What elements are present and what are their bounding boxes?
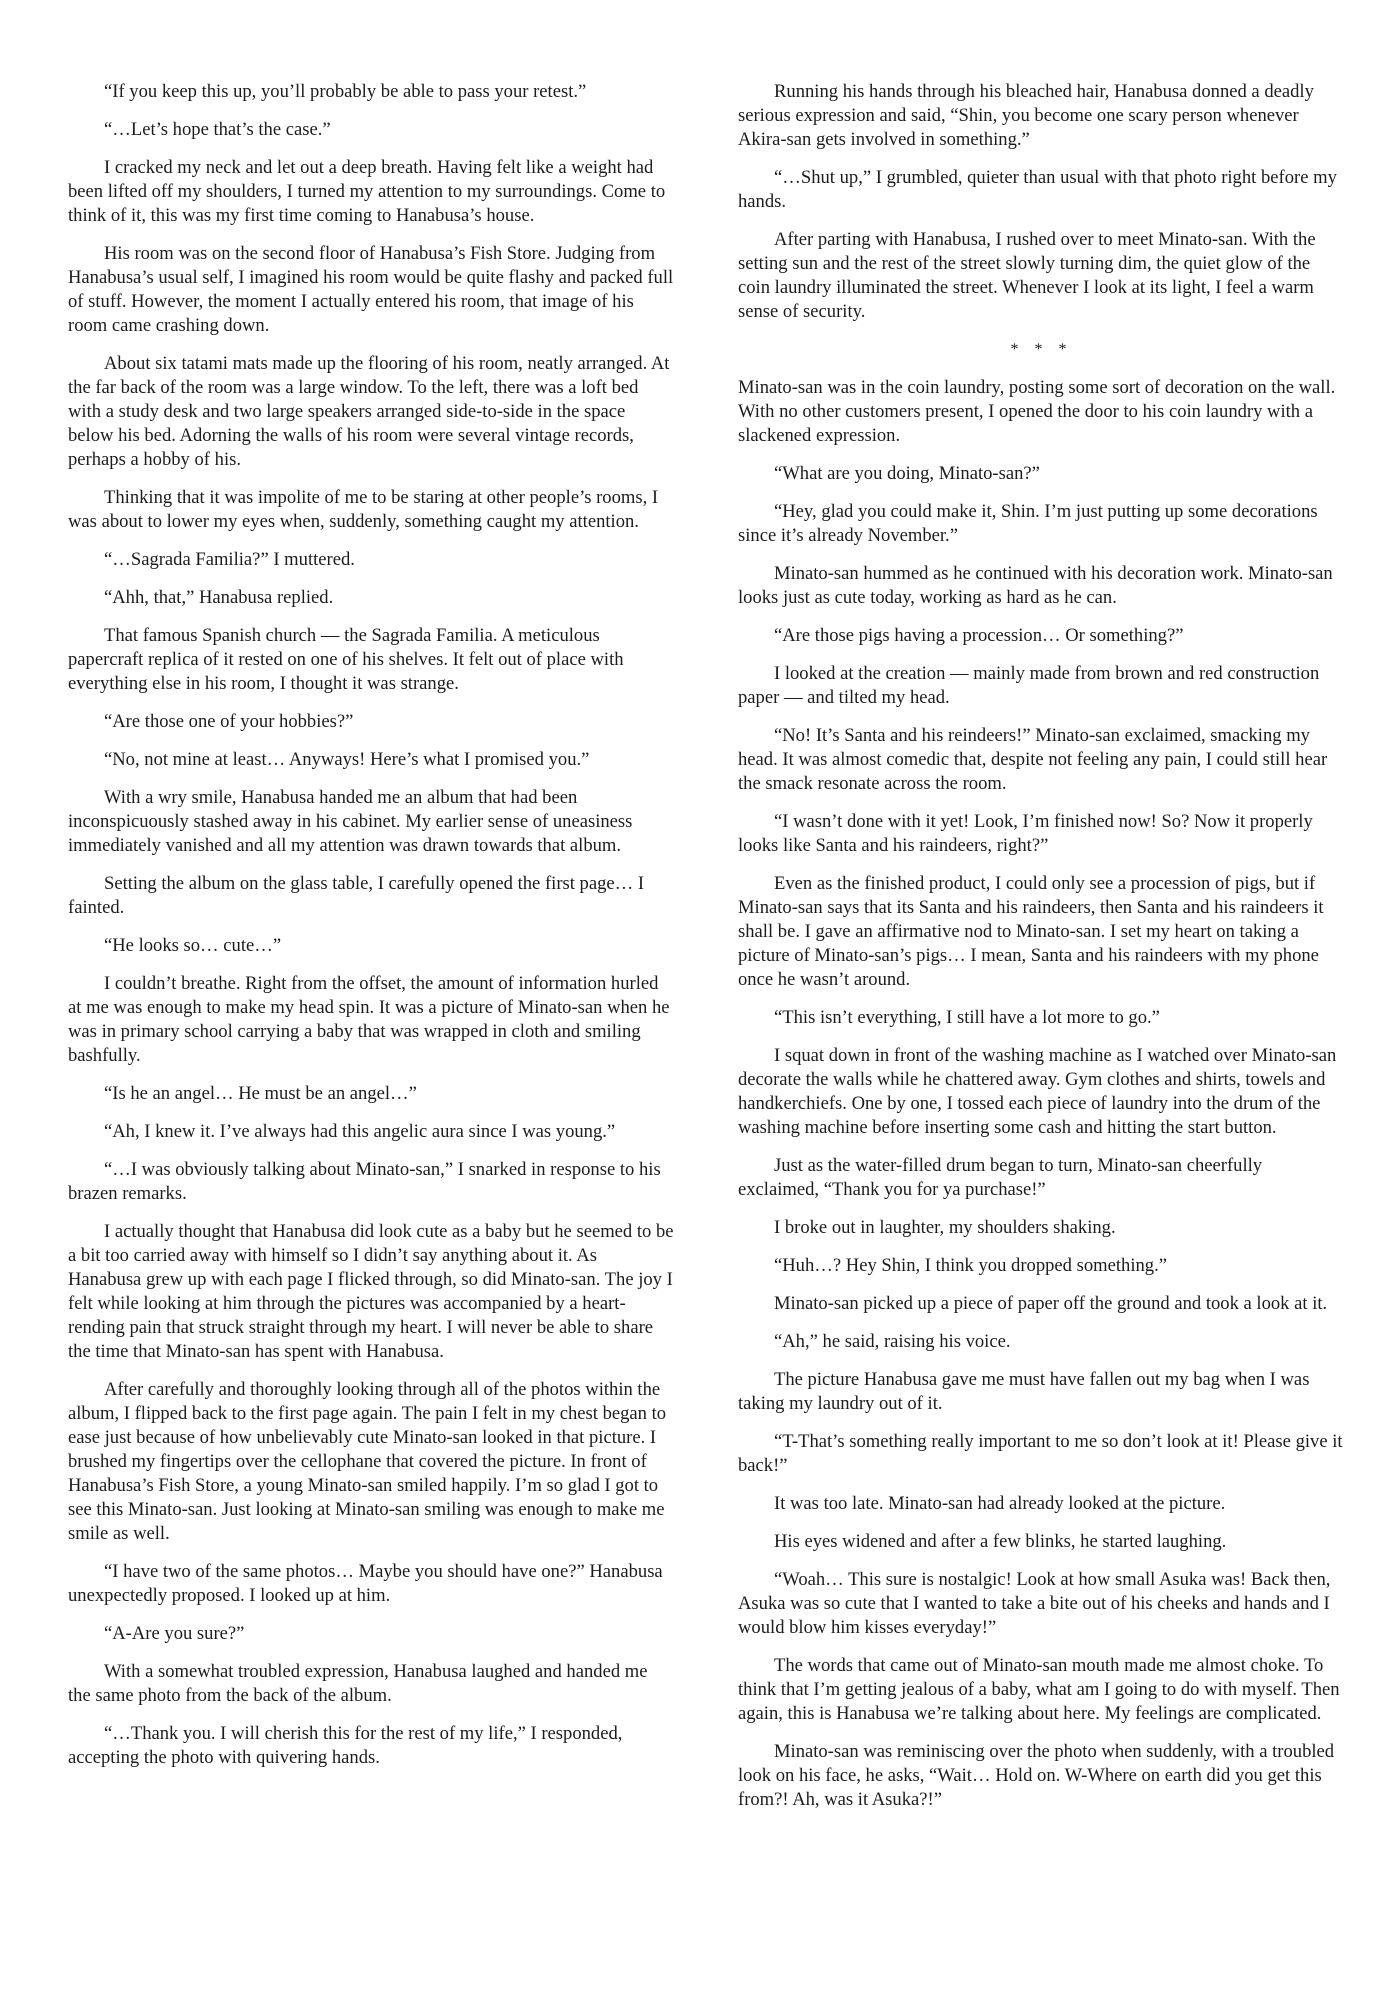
paragraph: “This isn’t everything, I still have a lot more to go.” <box>774 1007 1160 1028</box>
paragraph: Minato-san picked up a piece of paper off the ground and took a look at it. <box>774 1293 1328 1314</box>
paragraph: “Woah… This sure is nostalgic! Look at how small Asuka was! Back then, Asuka was so cute that I wanted to take a bite out of his cheeks and hands and I would blow him kisses everyday!” <box>738 1569 1331 1638</box>
paragraph: With a somewhat troubled expression, Hanabusa laughed and handed me the same photo from the back of the album. <box>68 1661 648 1706</box>
paragraph: “T-That’s something really important to me so don’t look at it! Please give it back!” <box>738 1431 1343 1476</box>
paragraph: Thinking that it was impolite of me to be staring at other people’s rooms, I was about to lower my eyes when, suddenly, something caught my attention. <box>68 487 659 532</box>
paragraph: I cracked my neck and let out a deep breath. Having felt like a weight had been lifted off my shoulders, I turned my attention to my surroundings. Come to think of it, this was my first time coming to Hanabusa’s house. <box>68 157 666 226</box>
paragraph: “…Let’s hope that’s the case.” <box>104 119 331 140</box>
paragraph: “…Thank you. I will cherish this for the rest of my life,” I responded, accepting the photo with quivering hands. <box>68 1723 623 1768</box>
paragraph: Minato-san hummed as he continued with his decoration work. Minato-san looks just as cute today, working as hard as he can. <box>738 563 1333 608</box>
scene-break: * * * <box>1010 341 1073 358</box>
paragraph: I actually thought that Hanabusa did look cute as a baby but he seemed to be a bit too carried away with himself so I didn’t say anything about it. As Hanabusa grew up with each page I flicked through, so did Minato-san. The joy I felt while looking at him through the pictures was accompanied by a heart-rending pain that struck straight through my heart. I will never be able to share the time that Minato-san has spent with Hanabusa. <box>68 1221 674 1362</box>
paragraph: “No, not mine at least… Anyways! Here’s what I promised you.” <box>104 749 590 770</box>
paragraph: Just as the water-filled drum began to turn, Minato-san cheerfully exclaimed, “Thank you for ya purchase!” <box>738 1155 1263 1200</box>
paragraph: The picture Hanabusa gave me must have fallen out my bag when I was taking my laundry out of it. <box>738 1369 1310 1414</box>
paragraph: “…Shut up,” I grumbled, quieter than usual with that photo right before my hands. <box>738 167 1337 212</box>
paragraph: “…I was obviously talking about Minato-san,” I snarked in response to his brazen remarks. <box>68 1159 661 1204</box>
paragraph: The words that came out of Minato-san mouth made me almost choke. To think that I’m getting jealous of a baby, what am I going to do with myself. Then again, this is Hanabusa we’re talking about here. My feelings are complicated. <box>738 1655 1340 1724</box>
paragraph: It was too late. Minato-san had already looked at the picture. <box>774 1493 1226 1514</box>
paragraph: After carefully and thoroughly looking through all of the photos within the album, I flipped back to the first page again. The pain I felt in my chest began to ease just because of how unbelievably cute Minato-san looked in that picture. I brushed my fingertips over the cellophane that covered the picture. In front of Hanabusa’s Fish Store, a young Minato-san smiled happily. I’m so glad I got to see this Minato-san. Just looking at Minato-san smiling was enough to make me smile as well. <box>68 1379 667 1544</box>
paragraph: I couldn’t breathe. Right from the offset, the amount of information hurled at me was enough to make my head spin. It was a picture of Minato-san when he was in primary school carrying a baby that was wrapped in cloth and smiling bashfully. <box>68 973 670 1066</box>
paragraph: “Ahh, that,” Hanabusa replied. <box>104 587 334 608</box>
paragraph: About six tatami mats made up the flooring of his room, neatly arranged. At the far back of the room was a large window. To the left, there was a loft bed with a study desk and two large speakers arranged side-to-side in the space below his bed. Adorning the walls of his room were several vintage records, perhaps a hobby of his. <box>68 353 670 470</box>
paragraph: I looked at the creation — mainly made from brown and red construction paper — and tilted my head. <box>738 663 1320 708</box>
paragraph: “Hey, glad you could make it, Shin. I’m just putting up some decorations since it’s already November.” <box>738 501 1318 546</box>
paragraph: “Ah, I knew it. I’ve always had this angelic aura since I was young.” <box>104 1121 616 1142</box>
paragraph: “I have two of the same photos… Maybe you should have one?” Hanabusa unexpectedly proposed. I looked up at him. <box>68 1561 663 1606</box>
paragraph: His eyes widened and after a few blinks, he started laughing. <box>774 1531 1227 1552</box>
paragraph: “I wasn’t done with it yet! Look, I’m finished now! So? Now it properly looks like Santa and his raindeers, right?” <box>738 811 1313 856</box>
paragraph: “Huh…? Hey Shin, I think you dropped something.” <box>774 1255 1167 1276</box>
paragraph: “What are you doing, Minato-san?” <box>774 463 1040 484</box>
paragraph: “A-Are you sure?” <box>104 1623 245 1644</box>
paragraph: I squat down in front of the washing machine as I watched over Minato-san decorate the walls while he chattered away. Gym clothes and shirts, towels and handkerchiefs. One by one, I tossed each piece of laundry into the drum of the washing machine before inserting some cash and hitting the start button. <box>738 1045 1337 1138</box>
paragraph: Minato-san was in the coin laundry, posting some sort of decoration on the wall. With no other customers present, I opened the door to his coin laundry with a slackened expression. <box>738 377 1336 446</box>
paragraph: After parting with Hanabusa, I rushed over to meet Minato-san. With the setting sun and the rest of the street slowly turning dim, the quiet glow of the coin laundry illuminated the street. Whenever I look at its light, I feel a warm sense of security. <box>738 229 1316 322</box>
paragraph: “Are those pigs having a procession… Or something?” <box>774 625 1184 646</box>
paragraph: With a wry smile, Hanabusa handed me an album that had been inconspicuously stashed away in his cabinet. My earlier sense of uneasiness immediately vanished and all my attention was drawn towards that album. <box>68 787 633 856</box>
paragraph: Setting the album on the glass table, I carefully opened the first page… I fainted. <box>68 873 645 918</box>
paragraph: “If you keep this up, you’ll probably be able to pass your retest.” <box>104 81 587 102</box>
paragraph: “No! It’s Santa and his reindeers!” Minato-san exclaimed, smacking my head. It was almost comedic that, despite not feeling any pain, I could still hear the smack resonate across the room. <box>738 725 1328 794</box>
right-column-part1 <box>738 80 1345 324</box>
paragraph: Minato-san was reminiscing over the photo when suddenly, with a troubled look on his face, he asks, “Wait… Hold on. W-Where on earth did you get this from?! Ah, was it Asuka?!” <box>738 1741 1335 1810</box>
paragraph: “He looks so… cute…” <box>104 935 282 956</box>
paragraph: That famous Spanish church — the Sagrada Familia. A meticulous papercraft replica of it rested on one of his shelves. It felt out of place with everything else in his room, I thought it was strange. <box>68 625 624 694</box>
paragraph: “Is he an angel… He must be an angel…” <box>104 1083 417 1104</box>
paragraph: His room was on the second floor of Hanabusa’s Fish Store. Judging from Hanabusa’s usual self, I imagined his room would be quite flashy and packed full of stuff. However, the moment I actually entered his room, that image of his room came crashing down. <box>68 243 674 336</box>
right-column <box>738 80 1345 1826</box>
paragraph: I broke out in laughter, my shoulders shaking. <box>774 1217 1116 1238</box>
left-column <box>68 80 674 1784</box>
paragraph: Running his hands through his bleached hair, Hanabusa donned a deadly serious expression and said, “Shin, you become one scary person whenever Akira-san gets involved in something.” <box>738 81 1314 150</box>
paragraph: “…Sagrada Familia?” I muttered. <box>104 549 355 570</box>
paragraph: “Ah,” he said, raising his voice. <box>774 1331 1011 1352</box>
paragraph: Even as the finished product, I could only see a procession of pigs, but if Minato-san says that its Santa and his raindeers, then Santa and his raindeers it shall be. I gave an affirmative nod to Minato-san. I set my heart on taking a picture of Minato-san’s pigs… I mean, Santa and his raindeers with my phone once he wasn’t around. <box>738 873 1324 990</box>
right-column-part2 <box>738 376 1345 1812</box>
paragraph: “Are those one of your hobbies?” <box>104 711 354 732</box>
